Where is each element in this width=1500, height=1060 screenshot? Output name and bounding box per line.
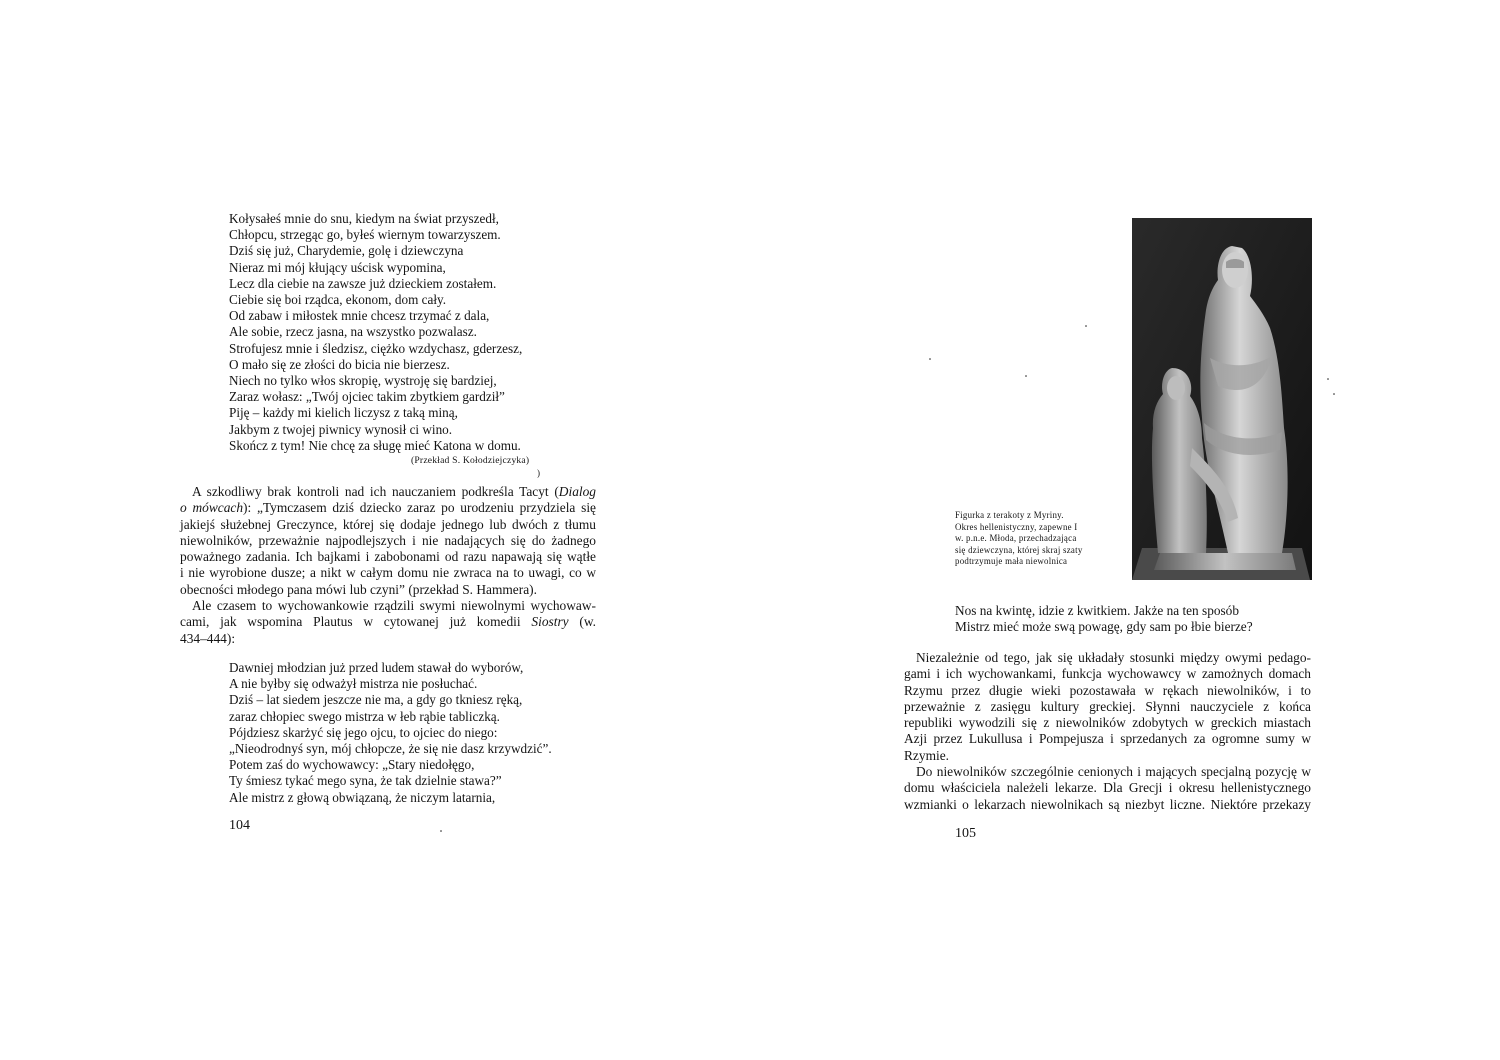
caption-line: Okres hellenistyczny, zapewne I	[955, 521, 1078, 532]
paragraph-tutors	[904, 650, 1311, 764]
prose-line: i nie wyrobione dusze; a nikt w całym domu nie zwraca na to uwagi, co w	[180, 565, 596, 581]
prose-line: poważnego zadania. Ich bajkami i zabobonami od razu napawają się wątłe	[180, 549, 596, 565]
figurine-illustration	[1132, 218, 1312, 580]
prose-line: 434–444):	[180, 630, 236, 646]
work-title: o mówcach	[180, 500, 244, 516]
translation-attribution: (Przekład S. Kołodziejczyka)	[411, 455, 530, 466]
prose-line: Ale czasem to wychowankowie rządzili swymi niewolnymi wychowaw-	[192, 598, 596, 614]
poem-line: Mistrz mieć może swą powagę, gdy sam po łbie bierze?	[955, 619, 1253, 635]
poem-line: Chłopcu, strzegąc go, byłeś wiernym towarzyszem.	[229, 227, 501, 243]
poem-line: A nie byłby się odważył mistrza nie posłuchać.	[229, 676, 478, 692]
poem-line: Ty śmiesz tykać mego syna, że tak dzielnie stawa?”	[229, 773, 502, 789]
scan-speck	[929, 358, 931, 360]
poem-line: Dziś się już, Charydemie, golę i dziewczyna	[229, 243, 464, 259]
prose-line: Azji przez Lukullusa i Pompejusza i sprzedanych za ogromne sumy w	[904, 731, 1311, 747]
poem-line: Nieraz mi mój kłujący uścisk wypomina,	[229, 259, 446, 275]
poem-right	[955, 603, 1253, 636]
caption-line: podtrzymuje mała niewolnica	[955, 556, 1068, 567]
poem-line: Skończ z tym! Nie chcę za sługę mieć Katona w domu.	[229, 437, 521, 453]
prose-line	[180, 614, 596, 630]
poem-line: Kołysałeś mnie do snu, kiedym na świat przyszedł,	[229, 211, 499, 226]
caption-line: Figurka z terakoty z Myriny.	[955, 510, 1064, 520]
poem-line: zaraz chłopiec swego mistrza w łeb rąbie tabliczką.	[229, 708, 500, 724]
poem-line: Ciebie się boi rządca, ekonom, dom cały.	[229, 292, 447, 308]
poem-line: Ale mistrz z głową obwiązaną, że niczym latarnia,	[229, 789, 496, 805]
poem-line: Jakbym z twojej piwnicy wynosił ci wino.	[229, 421, 453, 437]
poem-line: Zaraz wołasz: „Twój ojciec takim zbytkiem gardził”	[229, 389, 505, 405]
right-page	[750, 0, 1500, 1060]
poem-line: Lecz dla ciebie na zawsze już dzieckiem zostałem.	[229, 275, 497, 291]
prose-line: domu właściciela należeli lekarze. Dla Grecji i okresu hellenistycznego	[904, 780, 1311, 796]
scan-speck	[1327, 378, 1329, 380]
poem-line: Piję – każdy mi kielich liczysz z taką miną,	[229, 405, 458, 421]
prose-line	[180, 484, 596, 500]
prose-right	[904, 650, 1311, 813]
caption-line: się dziewczyna, której skraj szaty	[955, 544, 1083, 555]
prose-line: wzmianki o lekarzach niewolnikach są niezbyt liczne. Niektóre przekazy	[904, 796, 1311, 812]
page-number-left: 104	[229, 818, 250, 833]
poem-line: O mało się ze złości do bicia nie bierzesz.	[229, 356, 450, 372]
prose-line: Rzymu przez długie wieki pozostawała w rękach niewolników, i to	[904, 682, 1311, 698]
prose-line: Do niewolników szczególnie cenionych i mających specjalną pozycję w	[916, 764, 1311, 780]
work-title: Dialog	[558, 484, 596, 499]
poem-line: Dziś – lat siedem jeszcze nie ma, a gdy go tkniesz ręką,	[229, 692, 523, 708]
work-title: Siostry	[531, 614, 569, 630]
figure-caption	[955, 510, 1125, 568]
poem-top	[229, 211, 522, 454]
poem-line: Pójdziesz skarżyć się jego ojcu, to ojciec do niego:	[229, 724, 498, 740]
scan-speck	[1085, 325, 1087, 327]
prose-line	[180, 500, 596, 516]
prose-line: republiki wywodzili się z niewolników zdobytych w greckich miastach	[904, 715, 1311, 731]
prose-line: niewolników, przeważnie najpodlejszych i nie nadających się do żadnego	[180, 532, 596, 548]
text-run: (w.	[568, 614, 596, 630]
page-number-right: 105	[955, 826, 976, 841]
prose-line: jakiejś służebnej Greczynce, której się dodaje jednego lub dwóch z tłumu	[180, 516, 596, 532]
poem-line: Nos na kwintę, idzie z kwitkiem. Jakże na ten sposób	[955, 603, 1239, 618]
poem-line: Ale sobie, rzecz jasna, na wszystko pozwalasz.	[229, 324, 477, 340]
caption-line: w. p.n.e. Młoda, przechadzająca	[955, 533, 1077, 544]
prose-line: przeważnie z zasięgu kultury greckiej. Słynni nauczyciele z końca	[904, 698, 1311, 714]
poem-line: Niech no tylko włos skropię, wystroję się bardziej,	[229, 373, 497, 389]
prose-line: Niezależnie od tego, jak się układały stosunki między owymi pedago-	[916, 650, 1311, 665]
scan-speck	[440, 830, 442, 832]
poem-line: Dawniej młodzian już przed ludem stawał do wyborów,	[229, 660, 524, 675]
prose-left	[180, 484, 596, 647]
paragraph-plautus	[180, 598, 596, 647]
poem-line: Potem zaś do wychowawcy: „Stary niedołęgo,	[229, 757, 475, 773]
figurine-photo	[1132, 218, 1312, 580]
prose-line: Rzymie.	[904, 747, 949, 763]
stray-mark: )	[537, 468, 540, 478]
text-run: cami, jak wspomina Plautus w cytowanej już komedii	[180, 614, 532, 630]
poem-line: Strofujesz mnie i śledzisz, ciężko wzdychasz, gderzesz,	[229, 340, 523, 356]
prose-line: gami i ich wychowankami, funkcja wychowawcy w zamożnych domach	[904, 666, 1311, 682]
prose-line: obecności młodego pana mówi lub czyni” (przekład S. Hammera).	[180, 581, 537, 597]
poem-line: „Nieodrodnyś syn, mój chłopcze, że się nie dasz krzywdzić”.	[229, 741, 552, 757]
text-run: ): „Tymczasem dziś dziecko zaraz po urodzeniu przydziela się	[243, 500, 596, 516]
paragraph-physicians	[904, 764, 1311, 813]
paragraph-tacitus	[180, 484, 596, 598]
poem-line: Od zabaw i miłostek mnie chcesz trzymać z dala,	[229, 308, 490, 324]
poem-bottom	[229, 660, 552, 806]
scan-speck	[1333, 393, 1335, 395]
text-run: A szkodliwy brak kontroli nad ich nauczaniem podkreśla Tacyt (	[192, 484, 559, 499]
scan-speck	[1025, 375, 1027, 377]
